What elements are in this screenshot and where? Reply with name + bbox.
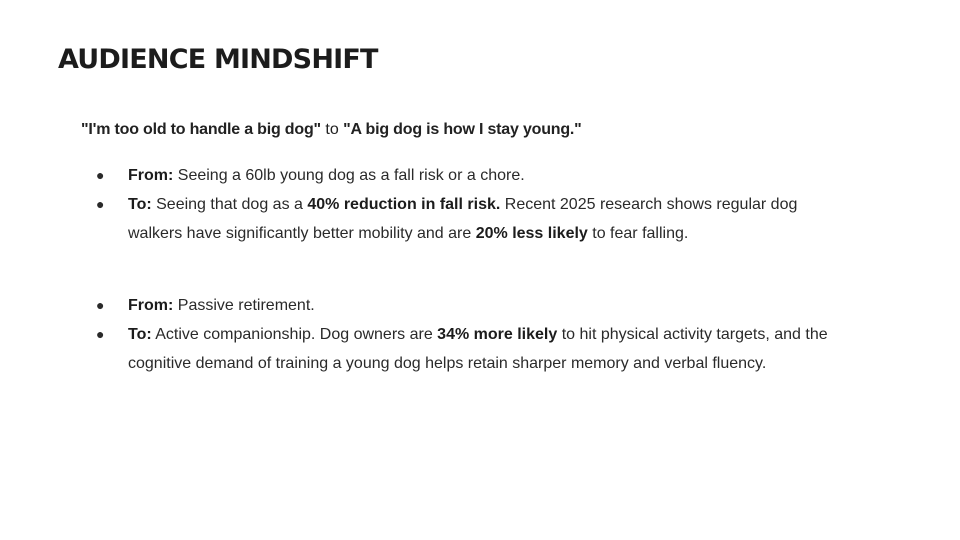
item-highlight: 40% reduction in fall risk. xyxy=(307,196,501,213)
item-text: Active companionship. Dog owners are xyxy=(151,326,438,343)
item-text: Seeing that dog as a xyxy=(151,196,308,213)
list-item-from xyxy=(96,291,856,320)
tagline-to-quote: "A big dog is how I stay young." xyxy=(343,121,582,138)
item-label: To: xyxy=(128,326,152,343)
item-highlight: 20% less likely xyxy=(475,225,588,242)
tagline-connector: to xyxy=(320,121,344,138)
bullet-icon: ● xyxy=(96,167,105,183)
list-item-from xyxy=(96,161,856,190)
item-text: Seeing a 60lb young dog as a fall risk or a chore. xyxy=(173,167,525,184)
slide-title: AUDIENCE MINDSHIFT xyxy=(58,44,378,75)
list-item-to xyxy=(96,320,856,378)
item-text: to hit physical activity targets, and the cognitive demand of training a young dog helps retain sharper memory and verbal fluency. xyxy=(128,326,828,372)
item-label: To: xyxy=(128,196,152,213)
tagline-from-quote: "I'm too old to handle a big dog" xyxy=(81,121,321,138)
bullet-icon: ● xyxy=(96,326,105,342)
mindshift-tagline xyxy=(81,118,582,142)
item-text: to fear falling. xyxy=(587,225,689,242)
item-text: Passive retirement. xyxy=(173,297,315,314)
mindshift-list-fall-risk xyxy=(96,161,856,248)
list-item-to xyxy=(96,190,856,248)
item-highlight: 34% more likely xyxy=(437,326,558,343)
bullet-icon: ● xyxy=(96,297,105,313)
bullet-icon: ● xyxy=(96,196,105,212)
item-label: From: xyxy=(128,167,174,184)
item-text: Recent 2025 research shows regular dog walkers have significantly better mobility and are xyxy=(128,196,798,242)
mindshift-list-retirement xyxy=(96,291,856,378)
item-label: From: xyxy=(128,297,174,314)
